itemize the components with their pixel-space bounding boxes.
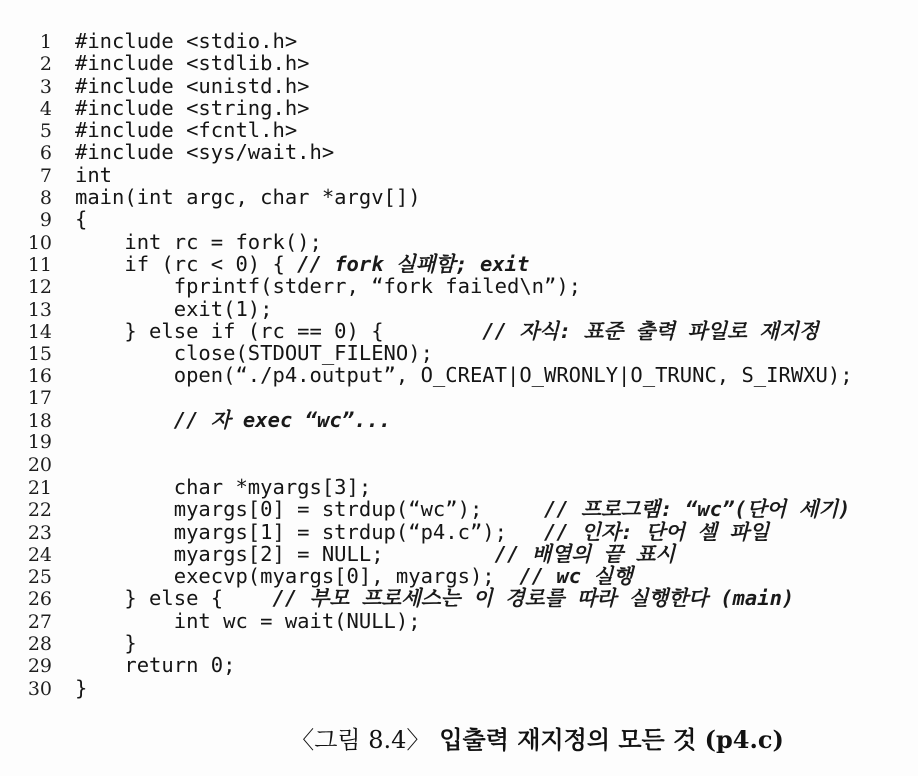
line-number: 5 <box>39 120 52 143</box>
line-source <box>75 141 334 163</box>
code-text: main(int argc, char *argv[]) <box>75 185 421 210</box>
code-text: myargs[0] = strdup(“wc”); <box>75 497 544 522</box>
line-source <box>75 186 421 208</box>
caption-label: 〈그림 8.4〉 <box>290 726 431 754</box>
code-line <box>0 454 853 476</box>
code-line <box>0 364 853 386</box>
line-source <box>75 498 851 520</box>
code-text: } <box>75 631 137 656</box>
code-line <box>0 654 853 676</box>
code-line <box>0 342 853 364</box>
line-number: 3 <box>39 75 52 98</box>
code-text: } <box>75 675 88 700</box>
code-line <box>0 476 853 498</box>
line-source <box>75 587 794 609</box>
code-text: { <box>75 207 88 232</box>
code-text: } else if (rc == 0) { <box>75 318 483 343</box>
code-line <box>0 298 853 320</box>
code-line <box>0 610 853 632</box>
line-source <box>75 409 391 431</box>
code-line <box>0 498 853 520</box>
line-number: 28 <box>27 633 52 656</box>
code-line <box>0 632 853 654</box>
line-number: 9 <box>39 209 52 232</box>
code-text <box>75 408 174 432</box>
code-text: myargs[1] = strdup(“p4.c”); <box>75 519 544 544</box>
code-text: int <box>75 162 113 187</box>
line-source <box>75 298 272 320</box>
line-number: 19 <box>27 431 52 454</box>
line-number: 21 <box>27 476 52 499</box>
line-number: 18 <box>27 410 52 433</box>
line-number: 30 <box>27 677 52 700</box>
code-text: #include <unistd.h> <box>75 73 310 98</box>
code-line <box>0 186 853 208</box>
code-text: #include <sys/wait.h> <box>75 140 335 165</box>
line-number: 1 <box>39 31 52 53</box>
code-text: close(STDOUT_FILENO); <box>75 341 433 366</box>
line-number: 25 <box>27 566 52 589</box>
line-number: 14 <box>27 320 52 343</box>
code-line <box>0 275 853 297</box>
line-number: 8 <box>39 187 52 210</box>
line-number: 17 <box>27 386 52 409</box>
code-line <box>0 253 853 275</box>
code-line <box>0 164 853 186</box>
line-number: 26 <box>27 588 52 611</box>
code-text: open(“./p4.output”, O_CREAT|O_WRONLY|O_TRUNC, S_IRWXU); <box>75 363 853 388</box>
line-source <box>75 654 235 676</box>
code-text: #include <string.h> <box>75 95 310 120</box>
line-number: 23 <box>27 521 52 544</box>
code-text: #include <stdio.h> <box>75 29 298 53</box>
comment-text: // 자식: 표준 출력 파일로 재지정 <box>482 318 819 343</box>
line-source <box>75 320 819 342</box>
line-source <box>75 677 87 699</box>
code-line <box>0 521 853 543</box>
line-source <box>75 342 433 364</box>
comment-text: // 프로그램: “wc”(단어 세기) <box>544 497 851 522</box>
line-number: 12 <box>27 276 52 299</box>
code-text: execvp(myargs[0], myargs); <box>75 564 520 589</box>
code-text: int wc = wait(NULL); <box>75 608 421 633</box>
code-text: if (rc < 0) { <box>75 251 298 276</box>
line-number: 4 <box>39 97 52 120</box>
code-line <box>0 431 853 453</box>
comment-text: // wc 실행 <box>519 564 633 589</box>
line-source <box>75 164 112 186</box>
code-text: myargs[2] = NULL; <box>75 541 495 566</box>
code-text: int rc = fork(); <box>75 229 322 254</box>
code-line <box>0 75 853 97</box>
code-text: #include <fcntl.h> <box>75 118 298 143</box>
code-text: exit(1); <box>75 296 273 321</box>
line-number: 11 <box>27 253 52 276</box>
code-line <box>0 30 853 52</box>
line-number: 7 <box>39 164 52 187</box>
code-line <box>0 52 853 74</box>
code-line <box>0 320 853 342</box>
caption-title: 입출력 재지정의 모든 것 (p4.c) <box>439 725 784 754</box>
line-source <box>75 521 769 543</box>
code-line <box>0 387 853 409</box>
line-source <box>75 610 421 632</box>
code-text: } else { <box>75 586 273 611</box>
line-number: 24 <box>27 543 52 566</box>
line-source <box>75 97 310 119</box>
line-number: 22 <box>27 499 52 522</box>
code-line <box>0 97 853 119</box>
code-text: char *myargs[3]; <box>75 474 372 499</box>
comment-text: // 부모 프로세스는 이 경로를 따라 실행한다 (main) <box>272 586 795 611</box>
code-line <box>0 587 853 609</box>
line-number: 20 <box>27 453 52 476</box>
line-source <box>75 253 529 275</box>
comment-text: // 자 exec “wc”... <box>173 408 392 433</box>
line-source <box>75 119 297 141</box>
line-number: 13 <box>27 298 52 321</box>
code-text: return 0; <box>75 653 236 678</box>
code-line <box>0 565 853 587</box>
code-line <box>0 543 853 565</box>
code-line <box>0 208 853 230</box>
code-line <box>0 677 853 699</box>
code-line <box>0 231 853 253</box>
comment-text: // 인자: 단어 셀 파일 <box>544 519 770 544</box>
line-source <box>75 565 633 587</box>
code-line <box>0 141 853 163</box>
line-source <box>75 275 581 297</box>
line-source <box>75 632 137 654</box>
figure-caption <box>0 720 918 755</box>
line-source <box>75 231 322 253</box>
line-source <box>75 75 310 97</box>
comment-text: // fork 실패함; exit <box>297 251 530 276</box>
line-source <box>75 476 371 498</box>
code-text: #include <stdlib.h> <box>75 51 310 76</box>
line-number: 27 <box>27 610 52 633</box>
code-line <box>0 409 853 431</box>
code-text: fprintf(stderr, “fork failed\n”); <box>75 274 582 299</box>
line-number: 16 <box>27 365 52 388</box>
line-source <box>75 543 675 565</box>
line-number: 6 <box>39 142 52 165</box>
code-line <box>0 119 853 141</box>
line-source <box>75 30 297 52</box>
line-number: 29 <box>27 655 52 678</box>
line-number: 15 <box>27 343 52 366</box>
line-number: 10 <box>27 231 52 254</box>
code-listing <box>0 30 853 699</box>
line-source <box>75 208 87 230</box>
comment-text: // 배열의 끝 표시 <box>494 541 676 566</box>
line-source <box>75 364 853 386</box>
line-source <box>75 52 310 74</box>
line-number: 2 <box>39 53 52 76</box>
